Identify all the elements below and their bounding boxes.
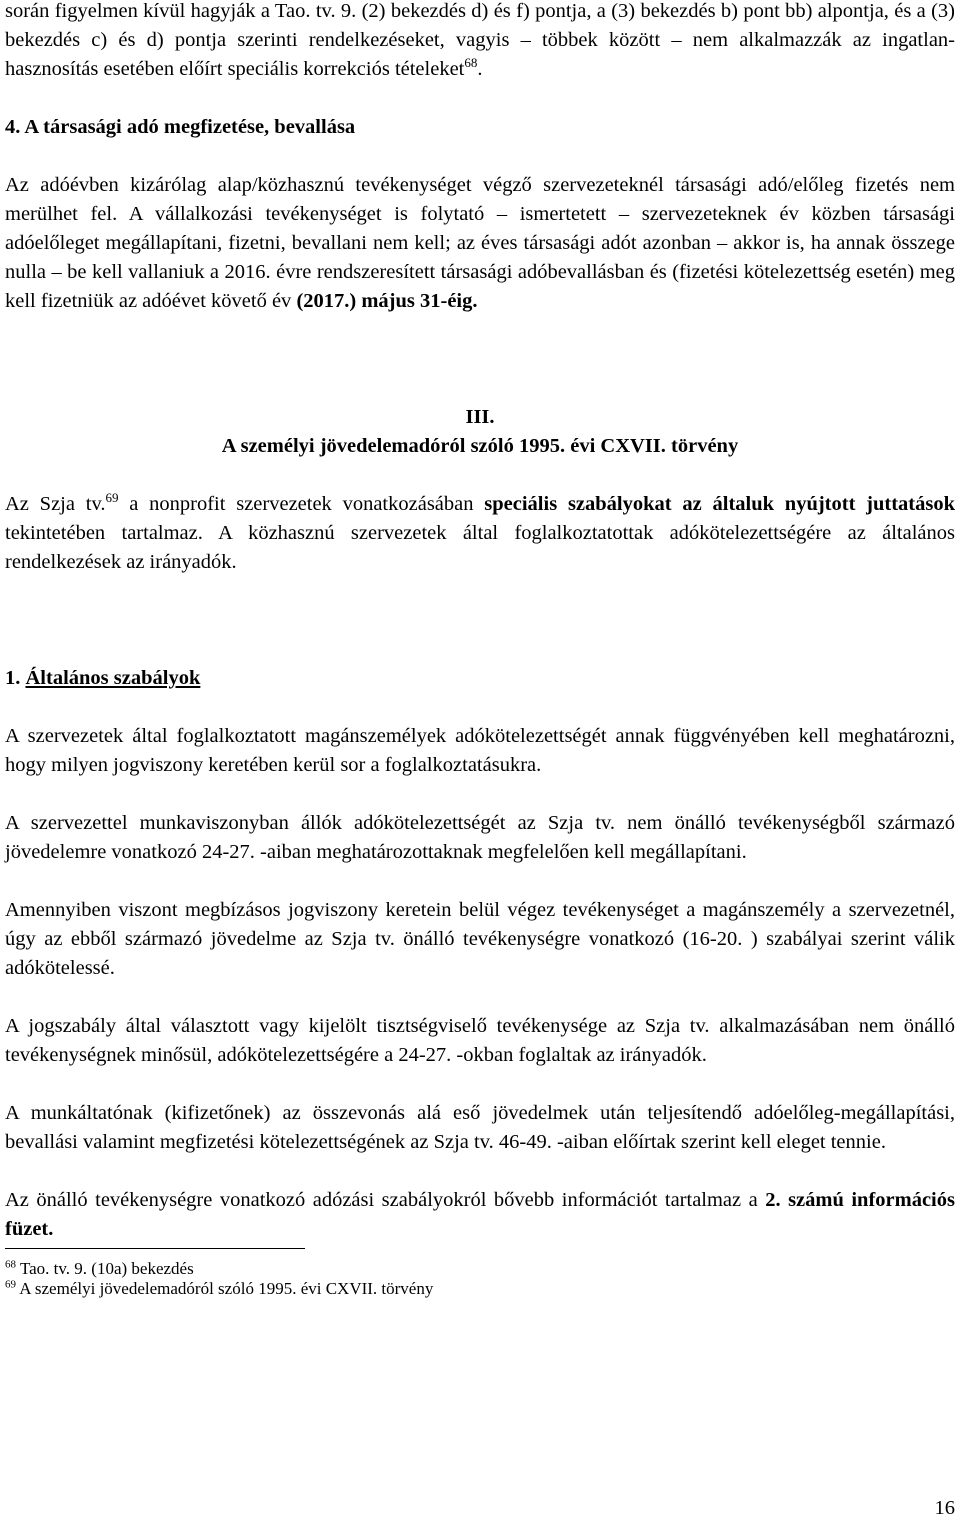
paragraph-text: során figyelmen kívül hagyják a Tao. tv. 9. (2) bekezdés d) és f) pontja, a (3) bekezdés b) pont bb) alpontja, és a (3) bekezdés c) és d) pontja szerinti rendelkezéseket, vagyis – többek között – nem alkalmazzák az ingatlan-hasznosítás esetében előírt speciális korrekciós tételeket [5, 0, 955, 80]
paragraph-general-5: A munkáltatónak (kifizetőnek) az összevonás alá eső jövedelmek után teljesítendő adóelőleg-megállapítási, bevallási valamint megfizetési kötelezettségének az Szja tv. 46-49. -aiban előírtak szerint kell eleget tennie. [5, 1102, 955, 1153]
paragraph-korrekcios [5, 0, 955, 84]
paragraph-general-3: Amennyiben viszont megbízásos jogviszony keretein belül végez tevékenységet a magánszemély a szervezetnél, úgy az ebből származó jövedelme az Szja tv. önálló tevékenységre vonatkozó (16-20. ) szabályai szerint válik adókötelessé. [5, 899, 955, 979]
footnote-ref-69[interactable]: 69 [105, 490, 119, 506]
footnote-69 [5, 1279, 955, 1299]
deadline-text: (2017.) május 31-éig. [296, 290, 478, 312]
footnote-number: 69 [5, 1278, 16, 1291]
paragraph-general-4: A jogszabály által választott vagy kijelölt tisztségviselő tevékenysége az Szja tv. alkalmazásában nem önálló tevékenységnek minősül, adókötelezettségére a 24-27. -okban foglaltak az irányadók. [5, 1015, 955, 1066]
footnote-text: A személyi jövedelemadóról szóló 1995. évi CXVII. törvény [16, 1279, 434, 1298]
footnote-text: Tao. tv. 9. (10a) bekezdés [16, 1259, 194, 1278]
footnote-68 [5, 1259, 955, 1279]
info-booklet-reference[interactable]: 2. számú információs füzet. [5, 1189, 955, 1240]
paragraph-szja-intro [5, 490, 955, 577]
paragraph-text: tekintetében tartalmaz. A közhasznú szervezetek által foglalkoztatottak adókötelezettségére az általános rendelkezések az irányadók. [5, 522, 955, 573]
section-number: 4. [5, 116, 21, 138]
page-number: 16 [934, 1497, 955, 1519]
paragraph-text: . [477, 58, 483, 80]
paragraph-general-2: A szervezettel munkaviszonyban állók adókötelezettségét az Szja tv. nem önálló tevékenységből származó jövedelemre vonatkozó 24-27. -aiban meghatározottaknak megfelelően kell megállapítani. [5, 812, 955, 863]
paragraph-text: Az adóévben kizárólag alap/közhasznú tevékenységet végző szervezeteknél társasági adó/előleg fizetés nem merülhet fel. A vállalkozási tevékenységet is folytató – ismertetett – szervezeteknek év közben társasági adóelőleget megállapítani, fizetni, bevallani nem kell; az éves társasági adót azonban – akkor is, ha annak összege nulla – be kell vallaniuk a 2016. évre rendszeresített társasági adóbevallásban és (fizetési kötelezettség esetén) meg kell fizetniük az adóévet követő év [5, 174, 955, 312]
paragraph-info-booklet [5, 1186, 955, 1244]
document-page [5, 0, 955, 1299]
paragraph-text: Az Szja tv. [5, 493, 106, 515]
section-number: 1. [5, 667, 21, 689]
section-title: A társasági adó megfizetése, bevallása [24, 116, 356, 138]
section-heading-general [5, 664, 955, 693]
paragraph-text: a nonprofit szervezetek vonatkozásában [118, 493, 485, 515]
paragraph-tarsasagi-ado [5, 171, 955, 316]
paragraph-general-1: A szervezetek által foglalkoztatott magánszemélyek adókötelezettségét annak függvényében kell meghatározni, hogy milyen jogviszony keretében kerül sor a foglalkoztatásukra. [5, 725, 955, 776]
chapter-roman-numeral: III. [465, 406, 495, 428]
section-heading-4 [5, 113, 955, 142]
section-title: Általános szabályok [25, 667, 201, 689]
footnote-number: 68 [5, 1258, 16, 1271]
paragraph-text: Az önálló tevékenységre vonatkozó adózási szabályokról bővebb információt tartalmaz a [5, 1189, 766, 1211]
footnote-ref-68[interactable]: 68 [464, 55, 478, 71]
chapter-title: A személyi jövedelemadóról szóló 1995. évi CXVII. törvény [221, 435, 739, 457]
emphasis-text: speciális szabályokat az általuk nyújtott juttatások [484, 493, 956, 515]
footnote-divider [5, 1248, 305, 1249]
